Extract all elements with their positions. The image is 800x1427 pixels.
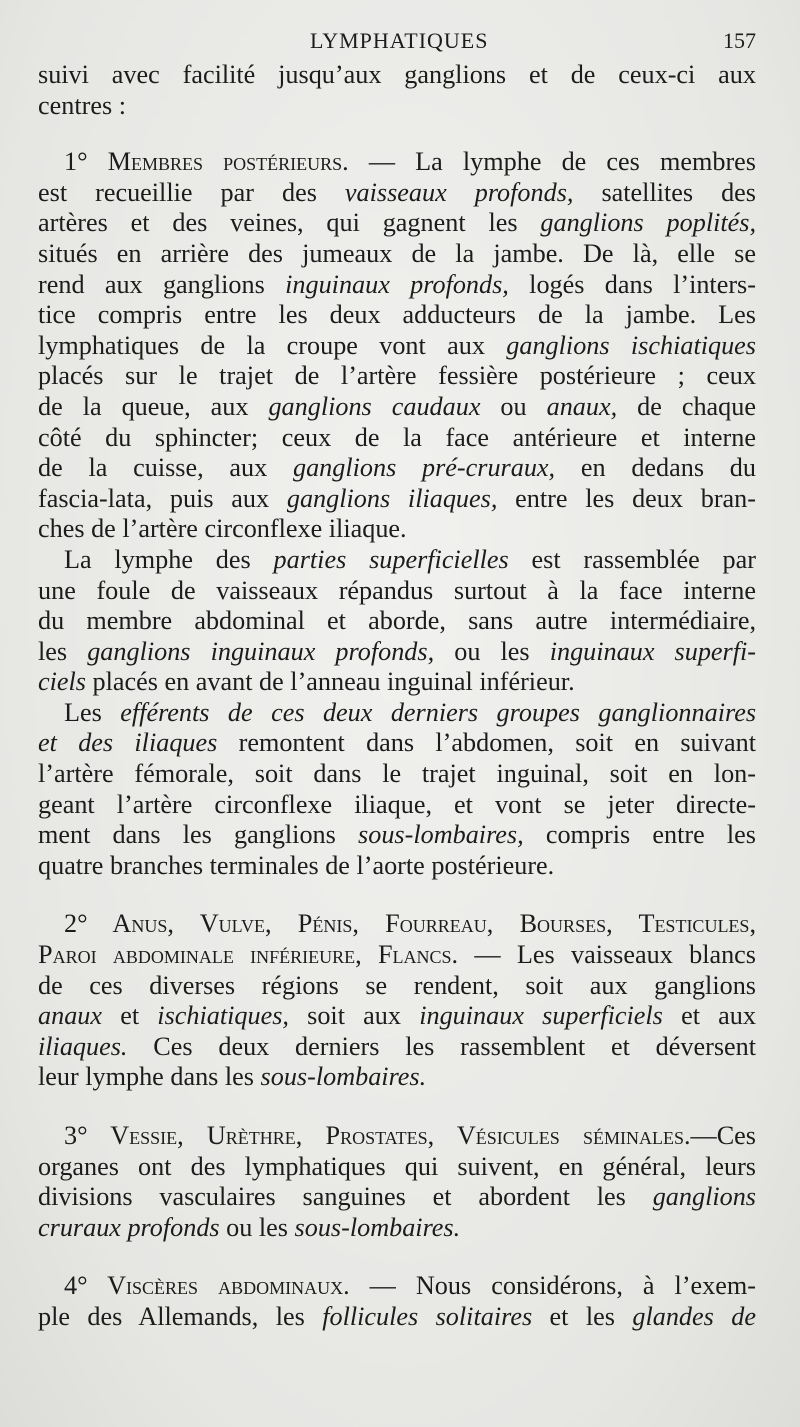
italic-term: glandes de (632, 1301, 756, 1331)
text-line (38, 909, 756, 940)
italic-term: ganglions (652, 1182, 756, 1212)
italic-term: sous-lombaires. (260, 1062, 427, 1092)
text-line (38, 484, 756, 515)
text-line (38, 1032, 756, 1063)
text-line (38, 239, 756, 270)
text-line (38, 1182, 756, 1213)
text-run: les (38, 636, 88, 666)
text-line (38, 637, 756, 668)
text-run: ou les (219, 1212, 295, 1242)
text-run: —Ces (690, 1121, 756, 1150)
text-line (38, 453, 756, 484)
text-line (38, 60, 756, 91)
text-line (38, 606, 756, 637)
running-header (38, 28, 756, 54)
italic-term: et des iliaques (38, 728, 218, 758)
text-run: logés dans l’inters- (508, 269, 756, 299)
text-line (38, 576, 756, 607)
text-run: organes ont des lymphatiques qui suivent, en général, leurs (38, 1151, 756, 1181)
text-run: placés sur le trajet de l’artère fessière postérieure ; ceux (38, 361, 756, 391)
text-run: et aux (662, 1001, 756, 1031)
section-gap (38, 1093, 756, 1121)
italic-term: iliaques. (38, 1031, 128, 1061)
text-run: ou (480, 391, 547, 421)
text-line (38, 147, 756, 178)
text-run: leur lymphe dans les (38, 1062, 261, 1092)
italic-term: inguinaux superfi- (549, 636, 757, 666)
italic-term: ganglions caudaux (268, 391, 481, 421)
text-run: suivi avec facilité jusqu’aux ganglions et de ceux-ci aux (38, 60, 756, 89)
text-run: est rassemblée par (508, 544, 756, 574)
text-line (38, 1152, 756, 1183)
text-run: — Les vaisseaux blancs (458, 940, 756, 970)
italic-term: ganglions pré-cruraux, (292, 453, 556, 483)
text-run: ou les (434, 636, 550, 666)
text-line (38, 667, 756, 698)
text-run: geant l’artère circonflexe iliaque, et vont se jeter directe- (38, 789, 756, 819)
text-run: et (102, 1001, 158, 1031)
text-run: remontent dans l’abdomen, soit en suivant (217, 728, 757, 758)
text-run: compris entre les (523, 820, 756, 850)
text-run: de ces diverses régions se rendent, soit aux ganglions (38, 970, 756, 1000)
text-run: Les (64, 697, 121, 727)
italic-term: anaux (38, 1001, 102, 1031)
text-line (38, 1213, 756, 1244)
text-run: lymphatiques de la croupe vont aux (38, 330, 507, 360)
text-line (38, 361, 756, 392)
text-line (38, 392, 756, 423)
text-run: et les (532, 1301, 633, 1331)
paragraph-parties-superficielles (38, 545, 756, 698)
text-line (38, 851, 756, 882)
section-gap (38, 881, 756, 909)
text-run: fascia-lata, puis aux (38, 483, 287, 513)
text-run: — La lymphe de ces membres (348, 147, 756, 177)
italic-term: ganglions iliaques, (286, 483, 498, 513)
text-line (38, 1001, 756, 1032)
italic-term: ciels (38, 667, 86, 697)
text-line (38, 545, 756, 576)
text-line (38, 698, 756, 729)
text-line (38, 759, 756, 790)
text-run: ment dans les ganglions (38, 820, 359, 850)
body-text (38, 60, 756, 1333)
text-line (38, 178, 756, 209)
italic-term: inguinaux profonds, (285, 269, 509, 299)
section-membres-posterieurs (38, 147, 756, 545)
text-run: situés en arrière des jumeaux de la jambe. De là, elle se (38, 238, 756, 268)
text-run: côté du sphincter; ceux de la face antérieure et interne (38, 422, 756, 452)
section-gap (38, 1243, 756, 1271)
italic-term: anaux, (546, 391, 618, 421)
running-title: LYMPHATIQUES (310, 28, 489, 53)
section-heading: Paroi abdominale inférieure, Flancs. (38, 940, 459, 970)
text-line (38, 514, 756, 545)
text-run: du membre abdominal et aborde, sans autre intermédiaire, (38, 606, 756, 636)
italic-term: ischiatiques, (157, 1001, 289, 1031)
text-run: est recueillie par des (38, 177, 345, 207)
text-run: en dedans du (555, 453, 756, 483)
text-line (38, 971, 756, 1002)
text-run: Ces deux derniers les rassemblent et déversent (127, 1031, 756, 1061)
text-line (38, 1062, 756, 1093)
text-run: soit aux (288, 1001, 420, 1031)
text-run: — Nous considérons, à l’exem- (349, 1271, 756, 1301)
text-run: artères et des veines, qui gagnent les (38, 208, 541, 238)
italic-term: sous-lombaires. (294, 1212, 461, 1242)
section-heading: 4° Viscères abdominaux. (64, 1271, 350, 1301)
italic-term: efférents de ces deux derniers groupes ganglionnaires (120, 697, 757, 727)
text-line (38, 790, 756, 821)
italic-term: ganglions poplités, (540, 208, 757, 238)
text-run: divisions vasculaires sanguines et abordent les (38, 1182, 653, 1212)
italic-term: cruraux profonds (38, 1212, 220, 1242)
section-visceres (38, 1271, 756, 1332)
text-line (38, 1121, 756, 1152)
text-line (38, 270, 756, 301)
section-heading: 2° Anus, Vulve, Pénis, Fourreau, Bourses, Testicules, (64, 909, 756, 939)
text-run: de la queue, aux (38, 391, 269, 421)
text-run: entre les deux bran- (497, 483, 756, 513)
text-run: ple des Allemands, les (38, 1301, 323, 1331)
text-line (38, 820, 756, 851)
italic-term: inguinaux superficiels (419, 1001, 663, 1031)
italic-term: vaisseaux profonds, (344, 177, 574, 207)
paragraph-efferents (38, 698, 756, 882)
text-line (38, 1271, 756, 1302)
text-run: une foule de vaisseaux répandus surtout à la face interne (38, 575, 756, 605)
section-vessie (38, 1121, 756, 1243)
section-heading: 3° Vessie, Urèthre, Prostates, Vésicules séminales. (64, 1121, 691, 1150)
italic-term: ganglions inguinaux profonds, (87, 636, 435, 666)
paragraph-intro (38, 60, 756, 121)
section-heading: 1° Membres postérieurs. (64, 147, 349, 177)
text-line (38, 91, 756, 122)
text-run: quatre branches terminales de l’aorte postérieure. (38, 850, 555, 880)
text-line (38, 423, 756, 454)
page-number: 157 (723, 28, 756, 53)
italic-term: ganglions ischiatiques (506, 330, 756, 360)
text-run: l’artère fémorale, soit dans le trajet inguinal, soit en lon- (38, 759, 756, 789)
italic-term: follicules solitaires (322, 1301, 533, 1331)
text-run: de la cuisse, aux (38, 453, 293, 483)
italic-term: sous-lombaires, (358, 820, 524, 850)
text-run: ches de l’artère circonflexe iliaque. (38, 514, 407, 544)
text-line (38, 728, 756, 759)
text-line (38, 331, 756, 362)
section-anus-vulve (38, 909, 756, 1093)
text-line (38, 1302, 756, 1333)
text-run: rend aux ganglions (38, 269, 286, 299)
text-run: tice compris entre les deux adducteurs de la jambe. Les (38, 300, 756, 330)
text-run: La lymphe des (64, 544, 274, 574)
italic-term: parties superficielles (273, 544, 509, 574)
text-run: satellites des (573, 177, 756, 207)
text-run: placés en avant de l’anneau inguinal inférieur. (86, 667, 575, 697)
text-run: de chaque (617, 391, 756, 421)
text-line (38, 940, 756, 971)
text-run: centres : (38, 90, 126, 120)
text-line (38, 300, 756, 331)
section-gap (38, 121, 756, 147)
text-line (38, 208, 756, 239)
